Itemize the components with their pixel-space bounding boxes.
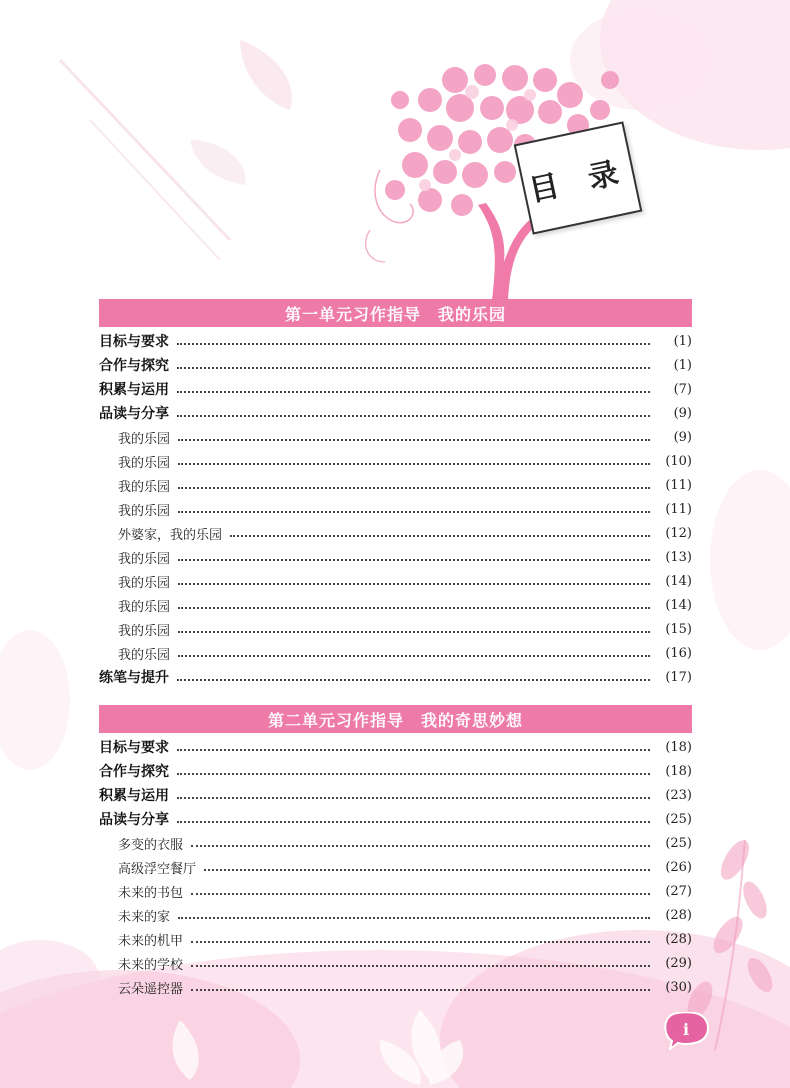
leader-dots [230,535,650,537]
toc-entry-page: (1) [673,333,692,349]
leader-dots [177,679,650,681]
toc-entry[interactable] [99,401,692,425]
toc-subentry[interactable] [99,593,692,617]
toc-entry-page: (15) [665,621,692,637]
toc-entry-page: (17) [665,669,692,685]
toc-entry-page: (27) [665,883,692,899]
leader-dots [177,415,650,417]
toc-entry-page: (28) [665,931,692,947]
leader-dots [191,965,650,967]
toc-entry-page: (1) [673,357,692,373]
leader-dots [177,343,650,345]
toc-entry-label: 品读与分享 [99,812,169,828]
toc-subentry-label: 我的乐园 [118,431,171,447]
toc-subentry-label: 我的乐园 [118,623,171,639]
leader-dots [178,655,650,657]
toc-subentry[interactable] [99,569,692,593]
toc-subentry-label: 未来的学校 [118,957,184,973]
leader-dots [191,941,650,943]
toc-entry-page: (23) [665,787,692,803]
toc-subentry-label: 我的乐园 [118,647,171,663]
leader-dots [178,511,650,513]
leader-dots [177,367,650,369]
toc-subentry[interactable] [99,879,692,903]
toc-entry-page: (25) [665,835,692,851]
toc-subentry-label: 我的乐园 [118,599,171,615]
toc-title: 目 录 [525,153,632,209]
toc-subentry[interactable] [99,927,692,951]
toc-subentry[interactable] [99,617,692,641]
toc-entry-page: (13) [665,549,692,565]
leader-dots [177,821,650,823]
toc-entry-label: 积累与运用 [99,788,169,804]
toc-entry-page: (29) [665,955,692,971]
section-header-text: 第一单元习作指导 我的乐园 [284,304,506,324]
toc-entry[interactable] [99,377,692,401]
toc-subentry[interactable] [99,473,692,497]
toc-subentry-label: 我的乐园 [118,551,171,567]
leader-dots [178,583,650,585]
toc-entry-page: (12) [665,525,692,541]
leader-dots [191,893,650,895]
toc-entry-page: (9) [673,405,692,421]
leader-dots [178,607,650,609]
toc-entry-page: (10) [665,453,692,469]
toc-entry-page: (11) [665,501,692,517]
toc-entry-page: (14) [665,573,692,589]
toc-entry-page: (28) [665,907,692,923]
toc-entry[interactable] [99,759,692,783]
toc-subentry-label: 多变的衣服 [118,837,184,853]
leader-dots [178,917,650,919]
toc-entry-page: (30) [665,979,692,995]
section-header-unit-1 [99,299,692,327]
leader-dots [191,989,650,991]
toc-subentry[interactable] [99,975,692,999]
toc-entry-page: (18) [665,739,692,755]
toc-entry[interactable] [99,665,692,689]
toc-subentry-label: 我的乐园 [118,575,171,591]
toc-subentry[interactable] [99,425,692,449]
toc-subentry-label: 外婆家，我的乐园 [118,527,223,543]
leader-dots [178,463,650,465]
toc-entry-page: (7) [673,381,692,397]
toc-entry[interactable] [99,735,692,759]
leader-dots [177,391,650,393]
toc-subentry[interactable] [99,449,692,473]
toc-entry-label: 品读与分享 [99,406,169,422]
toc-entry-label: 练笔与提升 [99,670,169,686]
leader-dots [178,487,650,489]
toc-entry-page: (18) [665,763,692,779]
leader-dots [177,773,650,775]
page-number: i [682,1020,690,1039]
toc-entry-label: 合作与探究 [99,358,169,374]
toc-subentry-label: 未来的家 [118,909,171,925]
toc-entry-page: (9) [673,429,692,445]
toc-entry-page: (16) [665,645,692,661]
toc-subentry-label: 我的乐园 [118,455,171,471]
leader-dots [178,559,650,561]
toc-entry-page: (11) [665,477,692,493]
toc-subentry[interactable] [99,951,692,975]
toc-subentry[interactable] [99,831,692,855]
leader-dots [177,749,650,751]
toc-entry-label: 目标与要求 [99,740,169,756]
leader-dots [178,631,650,633]
toc-entry[interactable] [99,807,692,831]
toc-subentry-label: 高级浮空餐厅 [118,861,197,877]
toc-entry-label: 目标与要求 [99,334,169,350]
toc-entry[interactable] [99,783,692,807]
toc-subentry[interactable] [99,641,692,665]
leader-dots [204,869,650,871]
section-header-text: 第二单元习作指导 我的奇思妙想 [267,710,523,730]
toc-subentry-label: 未来的机甲 [118,933,184,949]
leader-dots [177,797,650,799]
toc-entry-page: (26) [665,859,692,875]
toc-subentry-label: 未来的书包 [118,885,184,901]
page-number-badge [662,1012,710,1050]
toc-subentry-label: 我的乐园 [118,479,171,495]
toc-subentry[interactable] [99,903,692,927]
toc-subentry[interactable] [99,521,692,545]
toc-entry[interactable] [99,329,692,353]
toc-subentry-label: 我的乐园 [118,503,171,519]
toc-entry-page: (14) [665,597,692,613]
section-header-unit-2 [99,705,692,733]
toc-subentry[interactable] [99,497,692,521]
toc-entry-label: 合作与探究 [99,764,169,780]
toc-entry-page: (25) [665,811,692,827]
toc-entry[interactable] [99,353,692,377]
toc-subentry-label: 云朵遥控器 [118,981,184,997]
leader-dots [191,845,650,847]
toc-subentry[interactable] [99,545,692,569]
toc-entry-label: 积累与运用 [99,382,169,398]
leader-dots [178,439,650,441]
toc-subentry[interactable] [99,855,692,879]
